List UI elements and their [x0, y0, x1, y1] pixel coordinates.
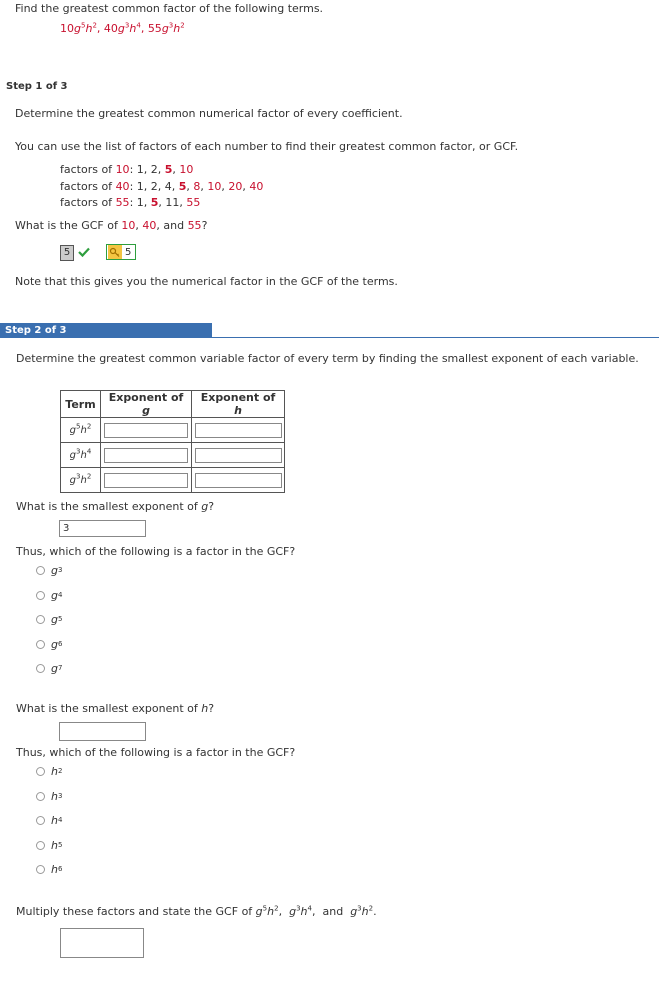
gcf-answer-input[interactable]: [60, 928, 144, 958]
header-term: Term: [61, 391, 101, 418]
exponent-table: [60, 390, 285, 493]
option-g3[interactable]: g 3: [36, 562, 62, 578]
key-answer-value: 5: [125, 246, 132, 258]
exp-h-input-3[interactable]: [195, 473, 282, 488]
factors-40: factors of 40: 1, 2, 4, 5, 8, 10, 20, 40: [60, 180, 264, 193]
exp-h-input-2[interactable]: [195, 448, 282, 463]
final-instruction: Multiply these factors and state the GCF of $g^5h^2$, $g^3h^4$, and $g^3h^2$.: [16, 904, 377, 918]
header-exp-h: Exponent of h: [192, 391, 285, 418]
table-row: [61, 468, 285, 493]
header-exp-g: Exponent of g: [101, 391, 192, 418]
problem-terms: $10g^5h^2$, $40g^3h^4$, $55g^3h^2$: [60, 21, 185, 35]
radio-button[interactable]: [36, 816, 45, 825]
checkmark-icon: [77, 245, 91, 262]
step2-instruction: Determine the greatest common variable factor of every term by finding the smallest exponent of each variable.: [16, 352, 639, 365]
table-row: [61, 418, 285, 443]
option-h6[interactable]: h 6: [36, 861, 62, 877]
option-g7[interactable]: g 7: [36, 660, 62, 676]
term-g5h2: $g^5h^2$: [61, 418, 101, 443]
option-h4[interactable]: h 4: [36, 812, 62, 828]
answer-key-button[interactable]: [106, 244, 136, 260]
option-g4[interactable]: g 4: [36, 587, 62, 603]
exp-h-input-1[interactable]: [195, 423, 282, 438]
option-g6[interactable]: g 6: [36, 636, 62, 652]
radio-button[interactable]: [36, 664, 45, 673]
step2-header: Step 2 of 3: [0, 323, 212, 338]
option-h2[interactable]: h 2: [36, 763, 62, 779]
smallest-h-input[interactable]: [59, 722, 146, 741]
option-h5[interactable]: h 5: [36, 837, 62, 853]
radio-button[interactable]: [36, 841, 45, 850]
step1-hint: You can use the list of factors of each number to find their greatest common factor, or GCF.: [15, 140, 519, 153]
factors-55: factors of 55: 1, 5, 11, 55: [60, 196, 201, 209]
table-header-row: [61, 391, 285, 418]
q-factor-h: Thus, which of the following is a factor in the GCF?: [16, 746, 296, 759]
exp-g-input-1[interactable]: [104, 423, 188, 438]
radio-button[interactable]: [36, 566, 45, 575]
radio-button[interactable]: [36, 865, 45, 874]
exp-g-input-2[interactable]: [104, 448, 188, 463]
factors-10: factors of 10: 1, 2, 5, 10: [60, 163, 194, 176]
step2-divider: [212, 337, 659, 338]
radio-button[interactable]: [36, 615, 45, 624]
exp-g-input-3[interactable]: [104, 473, 188, 488]
step1-question: What is the GCF of 10, 40, and 55?: [15, 219, 208, 232]
problem-prompt: Find the greatest common factor of the following terms.: [15, 2, 324, 15]
q-factor-g: Thus, which of the following is a factor in the GCF?: [16, 545, 296, 558]
radio-button[interactable]: [36, 591, 45, 600]
radio-button[interactable]: [36, 792, 45, 801]
option-h3[interactable]: h 3: [36, 788, 62, 804]
radio-button[interactable]: [36, 767, 45, 776]
q-smallest-g: What is the smallest exponent of g?: [16, 500, 215, 513]
step1-note: Note that this gives you the numerical factor in the GCF of the terms.: [15, 275, 398, 288]
step1-instruction: Determine the greatest common numerical factor of every coefficient.: [15, 107, 403, 120]
step1-answer-box: 5: [60, 245, 74, 261]
option-g5[interactable]: g 5: [36, 611, 62, 627]
key-icon: [108, 245, 122, 259]
table-row: [61, 443, 285, 468]
smallest-g-input[interactable]: 3: [59, 520, 146, 537]
term-g3h2: $g^3h^2$: [61, 468, 101, 493]
q-smallest-h: What is the smallest exponent of h?: [16, 702, 215, 715]
radio-button[interactable]: [36, 640, 45, 649]
step1-label: Step 1 of 3: [6, 81, 68, 92]
term-g3h4: $g^3h^4$: [61, 443, 101, 468]
